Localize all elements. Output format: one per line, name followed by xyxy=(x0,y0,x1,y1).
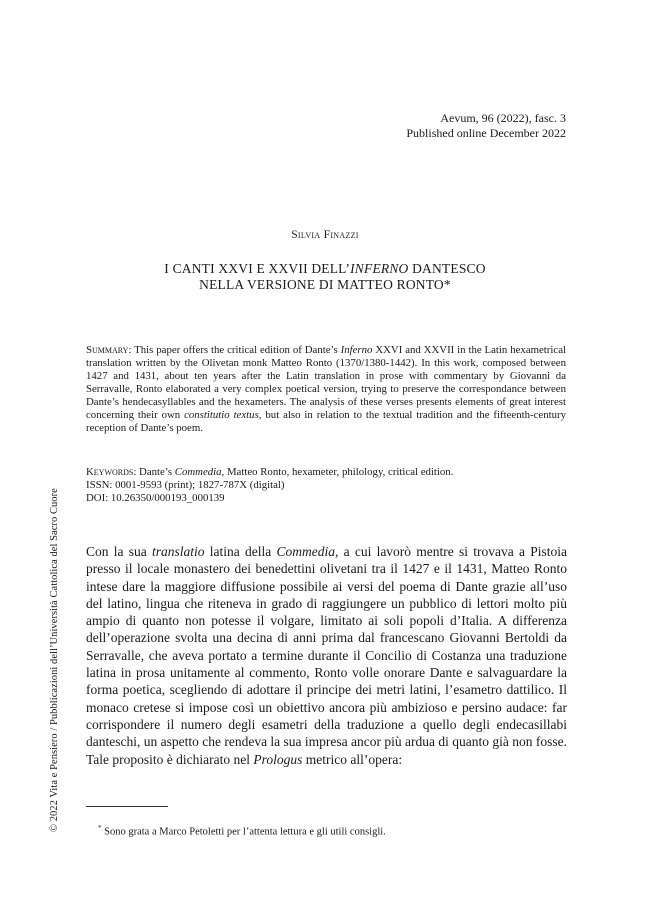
journal-issue: Aevum, 96 (2022), fasc. 3 xyxy=(440,111,566,125)
article-title xyxy=(0,261,650,293)
body-italic: Commedia xyxy=(276,544,335,559)
keywords-italic: Commedia xyxy=(174,466,222,478)
body-text: latina della xyxy=(204,544,277,559)
doi-line: DOI: 10.26350/000193_000139 xyxy=(86,492,225,504)
copyright-sidebar: © 2022 Vita e Pensiero / Pubblicazioni dell’Università Cattolica del Sacro Cuore xyxy=(49,488,60,832)
summary-italic: constitutio textus xyxy=(184,409,259,421)
keywords-text: , Matteo Ronto, hexameter, philology, critical edition. xyxy=(221,466,454,478)
summary-text: , but also in relation to the textual tradition and the fifteenth-century reception of Dante’s poem. xyxy=(86,409,566,434)
footnote xyxy=(98,822,386,839)
body-italic: translatio xyxy=(151,544,205,559)
issn-line: ISSN: 0001-9593 (print); 1827-787X (digital) xyxy=(86,479,285,491)
title-line-1 xyxy=(0,261,650,277)
footnote-divider xyxy=(86,806,168,807)
body-text: metrico all’opera: xyxy=(302,751,403,767)
keywords-label: Keywords: xyxy=(86,466,137,478)
body-paragraph xyxy=(86,543,567,768)
summary-italic: Inferno xyxy=(340,344,373,356)
keywords-block xyxy=(86,466,566,505)
journal-header xyxy=(406,111,566,141)
keywords-text: Dante’s xyxy=(136,466,175,478)
footnote-text: Sono grata a Marco Petoletti per l’attenta lettura e gli utili consigli. xyxy=(101,826,386,838)
body-italic: Prologus xyxy=(253,751,303,767)
publication-date: Published online December 2022 xyxy=(406,126,566,140)
summary-text: XXVI and XXVII in the Latin hexametrical translation written by the Olivetan monk Matteo Ronto (1370/1380-1442). In this work, composed between 1427 and 1431, about ten years after the Latin translation in prose with commentary by Giovanni da Serravalle, Ronto elaborated a very complex poetical version, trying to preserve the correspondance between Dante’s hendecasyllables and the hexameters. The analysis of these verses presents elements of great interest concerning their own xyxy=(86,344,566,421)
body-text: Con la sua xyxy=(86,544,152,559)
author-name: Silvia Finazzi xyxy=(291,229,359,241)
title-text: I CANTI XXVI E XXVII DELL’ xyxy=(164,261,351,276)
keywords-line xyxy=(86,466,566,479)
title-text: DANTESCO xyxy=(408,261,486,276)
title-line-2: NELLA VERSIONE DI MATTEO RONTO* xyxy=(199,277,451,292)
summary-paragraph xyxy=(86,344,566,435)
title-italic: INFERNO xyxy=(350,261,409,276)
summary-label: Summary: xyxy=(86,344,132,356)
footnote-mark: * xyxy=(98,824,102,832)
body-text: , a cui lavorò mentre si trovava a Pistoia presso il locale monastero dei benedettini olivetani tra il 1427 e il 1431, Matteo Ronto intese dare la maggiore diffusione possibile ai versi del poema di Dante grazie all’uso del latino, lingua che riteneva in grado di raggiungere un pubblico di lettori molto più ampio di quanto non potesse il volgare, limitato ai soli popoli d’Italia. A differenza dell’operazione svolta una decina di anni prima dal francescano Giovanni Bertoldi da Serravalle, che aveva portato a termine durante il Concilio di Costanza una traduzione latina in prosa unitamente al commento, Ronto volle onorare Dante e salvaguardare la forma poetica, scegliendo di adottare il principe dei metri latini, l’esametro dattilico. Il monaco cretese si impose così un obiettivo ancora più ambizioso e persino audace: far corrispondere il numero degli esametri della traduzione a quello degli endecasillabi danteschi, un aspetto che rendeva la sua impresa ancor più ardua di quanto già non fosse. Tale proposito è dichiarato nel xyxy=(86,544,567,767)
summary-text: This paper offers the critical edition of Dante’s xyxy=(131,344,341,356)
